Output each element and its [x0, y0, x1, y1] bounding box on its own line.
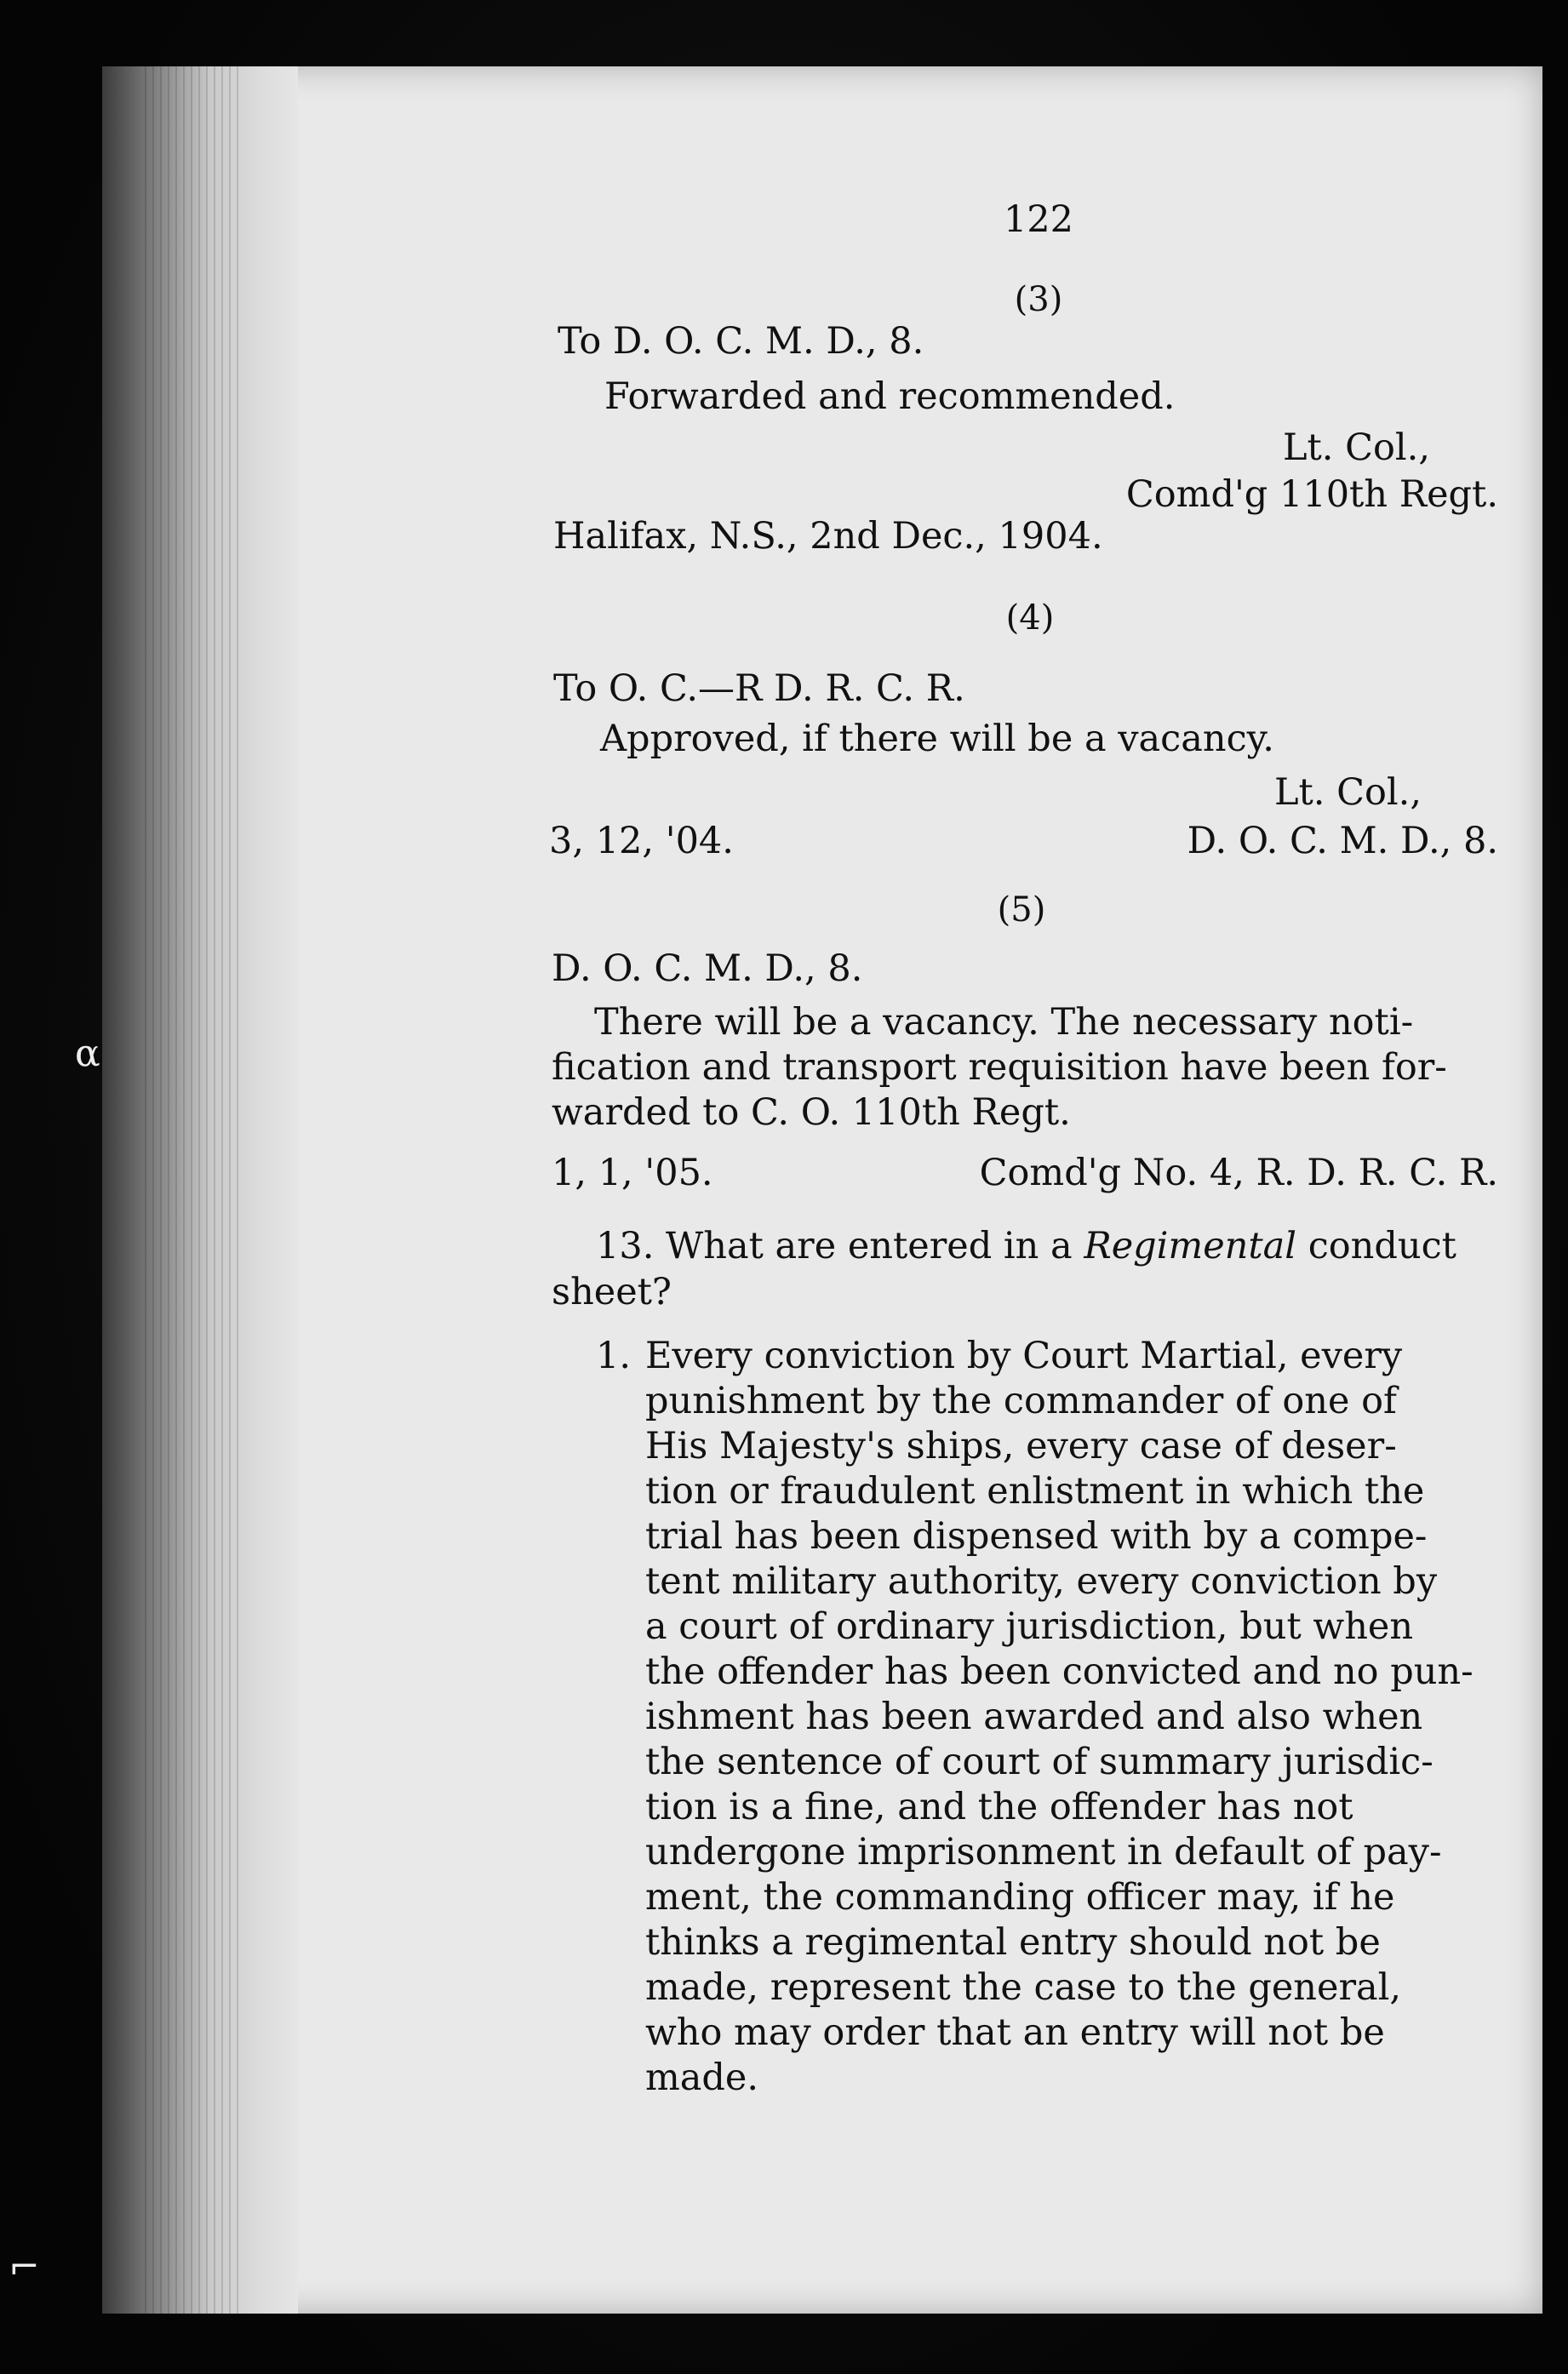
section-4-signature-title: D. O. C. M. D., 8.: [1187, 820, 1498, 862]
question-13-suffix: conduct: [1308, 1225, 1456, 1267]
answer-line: the sentence of court of summary jurisdic-: [645, 1741, 1434, 1783]
answer-line: who may order that an entry will not be: [645, 2011, 1385, 2054]
section-3-signature-rank: Lt. Col.,: [1282, 426, 1430, 469]
section-5-date: 1, 1, '05.: [552, 1152, 713, 1194]
answer-line: trial has been dispensed with by a compe-: [645, 1515, 1428, 1558]
section-5-signature-title: Comd'g No. 4, R. D. R. C. R.: [979, 1152, 1498, 1194]
answer-line: Every conviction by Court Martial, every: [645, 1335, 1403, 1377]
answer-line: punishment by the commander of one of: [645, 1380, 1397, 1422]
answer-body: [645, 1334, 1496, 2101]
section-3-body: Forwarded and recommended.: [604, 375, 1176, 418]
section-5-body-line: fication and transport requisition have been for-: [552, 1046, 1447, 1089]
section-4-signature-rank: Lt. Col.,: [1273, 771, 1422, 814]
answer-line: a court of ordinary jurisdiction, but when: [645, 1605, 1414, 1648]
answer-line: His Majesty's ships, every case of deser-: [645, 1425, 1397, 1467]
section-4-body: Approved, if there will be a vacancy.: [600, 718, 1274, 760]
section-3-marker: (3): [1014, 280, 1063, 319]
section-4-date: 3, 12, '04.: [549, 820, 734, 862]
question-13-italic-term: Regimental: [1084, 1225, 1297, 1267]
answer-line: tion is a fine, and the offender has not: [645, 1786, 1353, 1828]
answer-line: tent military authority, every conviction by: [645, 1560, 1438, 1603]
section-4-addressee: To O. C.—R D. R. C. R.: [553, 667, 965, 710]
answer-line: made, represent the case to the general,: [645, 1966, 1402, 2009]
page-gutter-texture: [145, 66, 238, 2314]
answer-line: made.: [645, 2057, 759, 2099]
section-5-body: [552, 1000, 1505, 1136]
answer-line: ishment has been awarded and also when: [645, 1696, 1423, 1738]
answer-number: 1.: [596, 1335, 632, 1377]
section-3-addressee: To D. O. C. M. D., 8.: [558, 320, 924, 363]
question-13-prefix: 13. What are entered in a: [596, 1225, 1073, 1267]
section-5-addressee: D. O. C. M. D., 8.: [552, 947, 863, 990]
answer-line: undergone imprisonment in default of pay-: [645, 1831, 1442, 1873]
answer-line: thinks a regimental entry should not be: [645, 1921, 1381, 1964]
section-5-body-line: There will be a vacancy. The necessary noti-: [594, 1001, 1414, 1044]
page-number: 122: [1003, 198, 1074, 241]
margin-mark: ⌐: [9, 2245, 40, 2289]
section-4-marker: (4): [1005, 598, 1055, 638]
margin-mark: α: [75, 1032, 100, 1075]
section-5-marker: (5): [997, 890, 1046, 930]
answer-line: the offender has been convicted and no pun-: [645, 1650, 1474, 1693]
question-13: [596, 1224, 1456, 1268]
section-3-place-date: Halifax, N.S., 2nd Dec., 1904.: [553, 515, 1103, 558]
answer-line: ment, the commanding officer may, if he: [645, 1876, 1395, 1919]
question-13-line-2: sheet?: [552, 1271, 672, 1313]
section-3-signature-title: Comd'g 110th Regt.: [1125, 473, 1498, 516]
section-5-body-line: warded to C. O. 110th Regt.: [552, 1091, 1071, 1134]
answer-line: tion or fraudulent enlistment in which the: [645, 1470, 1425, 1513]
